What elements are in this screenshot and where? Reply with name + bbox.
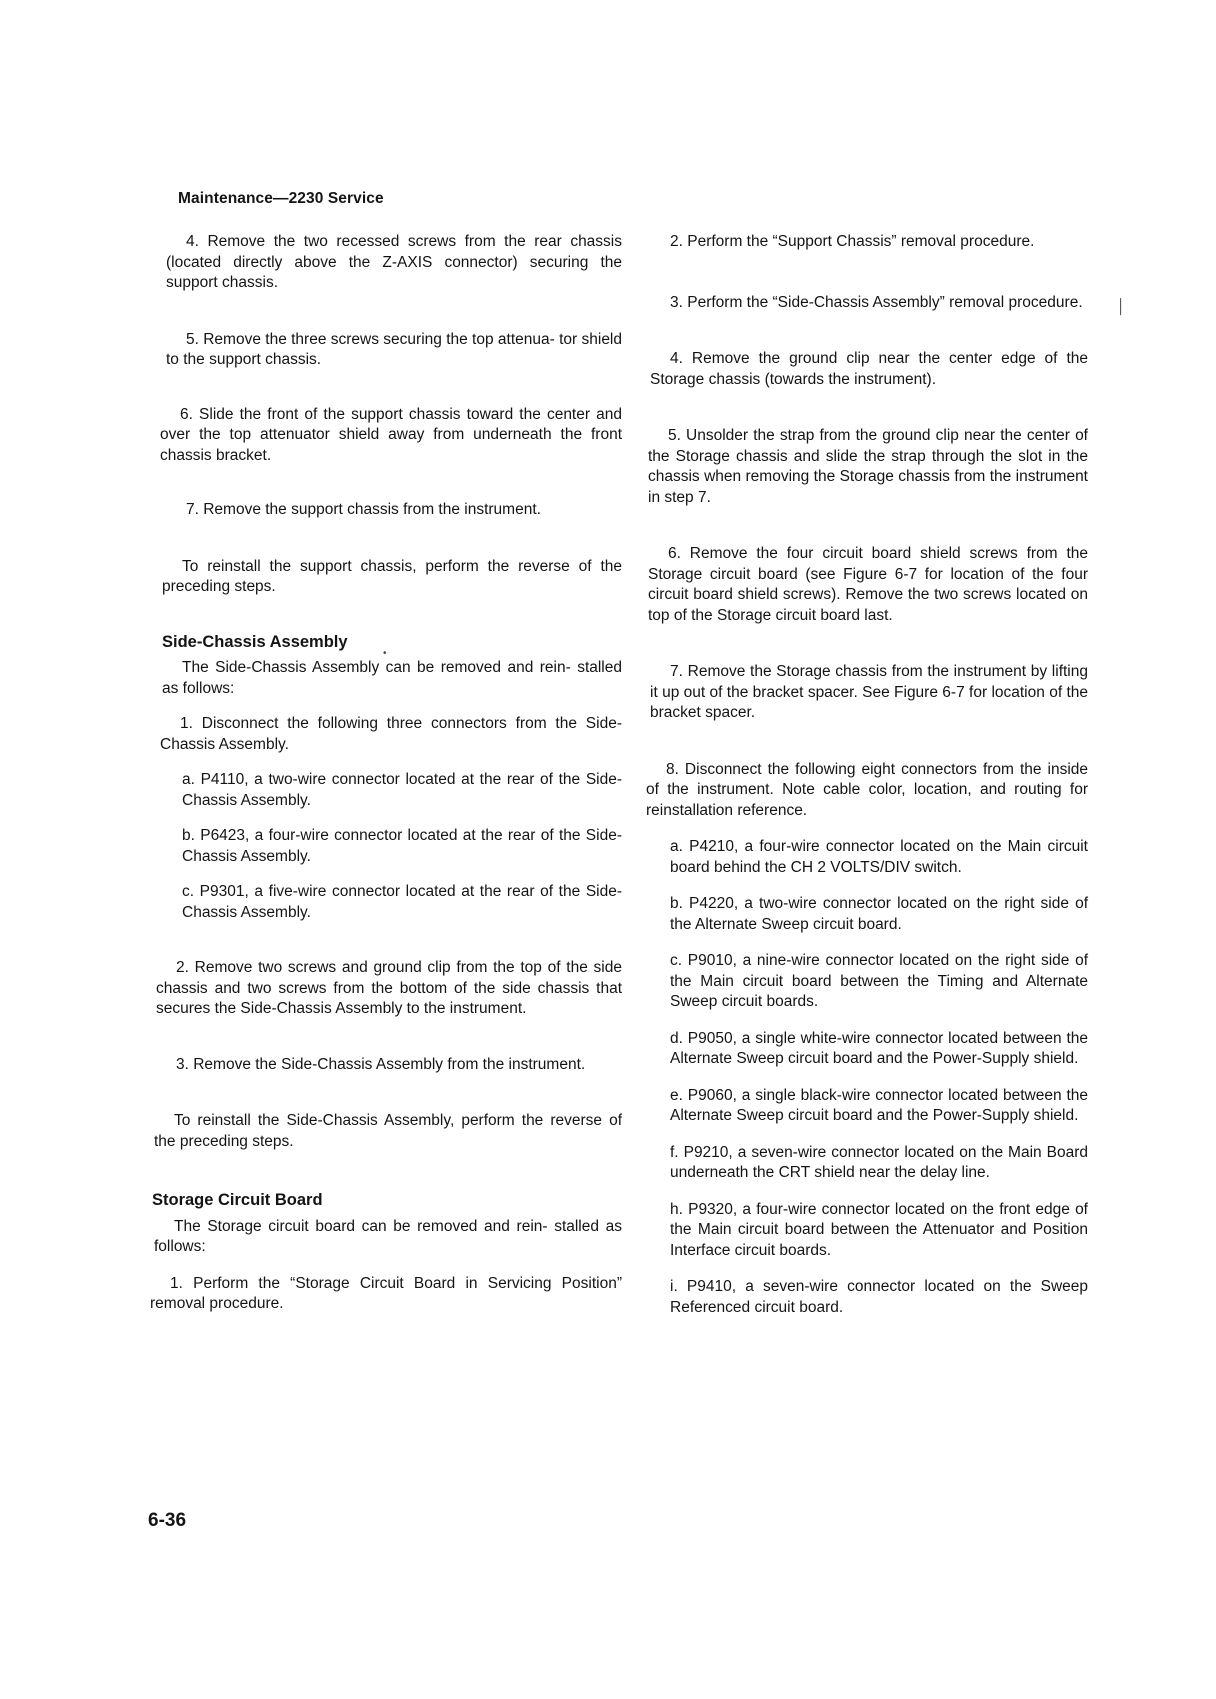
paragraph: To reinstall the Side-Chassis Assembly, perform the reverse of the preceding steps. [154,1112,622,1150]
paragraph: 5. Remove the three screws securing the top attenua- tor shield to the support chassis. [166,330,622,368]
paragraph: 4. Remove the ground clip near the center edge of the Storage chassis (towards the instrument). [650,350,1088,388]
scan-mark: • [383,648,387,659]
list-item: f. P9210, a seven-wire connector located on the Main Board underneath the CRT shield near the delay line. [670,1143,1088,1181]
paragraph: 6. Slide the front of the support chassis toward the center and over the top attenuator shield away from underneath the front chassis bracket. [160,405,622,464]
paragraph: 4. Remove the two recessed screws from the rear chassis (located directly above the Z-AXIS connector) securing the support chassis. [166,233,622,291]
paragraph: The Storage circuit board can be removed and rein- stalled as follows: [154,1217,622,1255]
list-item: e. P9060, a single black-wire connector located between the Alternate Sweep circuit board and the Power-Supply shield. [670,1086,1088,1124]
list-item: d. P9050, a single white-wire connector located between the Alternate Sweep circuit board and the Power-Supply shield. [670,1029,1088,1067]
paragraph: 2. Remove two screws and ground clip from the top of the side chassis and two screws from the bottom of the side chassis that secures the Side-Chassis Assembly to the instrument. [156,959,622,1017]
paragraph: 5. Unsolder the strap from the ground clip near the center of the Storage chassis and slide the strap through the slot in the chassis when removing the Storage chassis from the instrument in step 7. [648,427,1088,506]
list-item: b. P6423, a four-wire connector located at the rear of the Side-Chassis Assembly. [182,827,622,865]
paragraph: 8. Disconnect the following eight connectors from the inside of the instrument. Note cable color, location, and routing for reinstallation reference. [646,760,1088,819]
paragraph: To reinstall the support chassis, perform the reverse of the preceding steps. [162,557,622,595]
paragraph: The Side-Chassis Assembly can be removed and rein- stalled as follows: [162,659,622,697]
left-column [150,232,622,1315]
list-item: c. P9301, a five-wire connector located at the rear of the Side-Chassis Assembly. [182,883,622,921]
list-item: h. P9320, a four-wire connector located on the front edge of the Main circuit board between the Attenuator and Position Interface circuit boards. [670,1200,1088,1259]
paragraph: 7. Remove the Storage chassis from the instrument by lifting it up out of the bracket spacer. See Figure 6-7 for location of the bracket spacer. [650,663,1088,721]
list-item: i. P9410, a seven-wire connector located on the Sweep Referenced circuit board. [670,1278,1088,1316]
paragraph: 6. Remove the four circuit board shield screws from the Storage circuit board (see Figure 6-7 for location of the four circuit board shield screws). Remove the two screws located on top of the Storage circuit board last. [648,545,1088,624]
page-number: 6-36 [148,1510,187,1531]
right-column [646,232,1088,1318]
section-heading-storage: Storage Circuit Board [152,1191,323,1209]
paragraph: 3. Remove the Side-Chassis Assembly from the instrument. [176,1055,586,1073]
section-heading-side-chassis: Side-Chassis Assembly [162,632,348,651]
paragraph: 1. Perform the “Storage Circuit Board in Servicing Position” removal procedure. [150,1274,622,1312]
list-item: a. P4110, a two-wire connector located at the rear of the Side-Chassis Assembly. [182,771,622,809]
list-item: b. P4220, a two-wire connector located on the right side of the Alternate Sweep circuit board. [670,895,1088,933]
paragraph: 1. Disconnect the following three connectors from the Side-Chassis Assembly. [160,715,622,753]
running-header: Maintenance—2230 Service [178,190,384,207]
list-item: a. P4210, a four-wire connector located on the Main circuit board behind the CH 2 VOLTS/DIV switch. [670,838,1088,876]
scan-mark: │ [1117,298,1126,314]
paragraph: 2. Perform the “Support Chassis” removal procedure. [670,233,1035,250]
paragraph: 3. Perform the “Side-Chassis Assembly” removal procedure. [670,293,1083,311]
paragraph: 7. Remove the support chassis from the instrument. [186,501,541,518]
list-item: c. P9010, a nine-wire connector located on the right side of the Main circuit board between the Timing and Alternate Sweep circuit boards. [670,952,1088,1010]
